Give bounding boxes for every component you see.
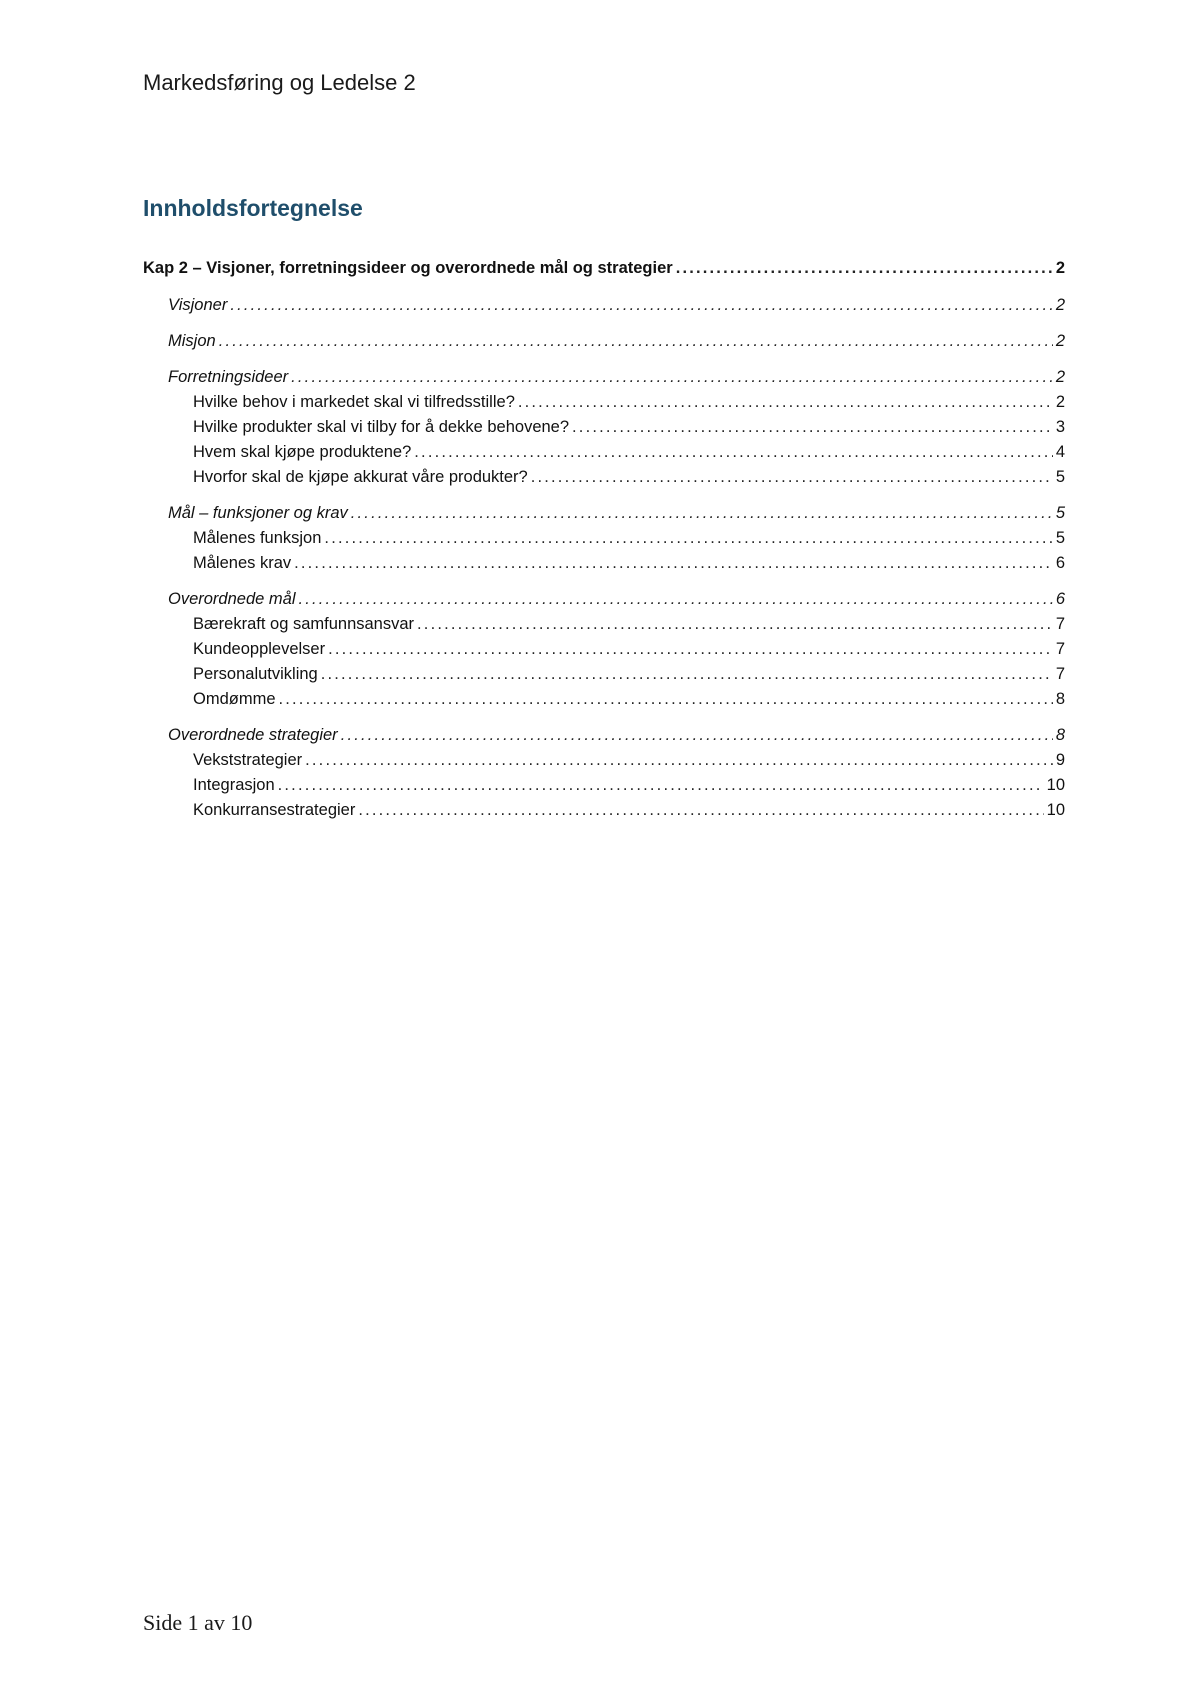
- toc-dot-leader: [676, 256, 1053, 281]
- toc-entry-label: Hvorfor skal de kjøpe akkurat våre produkter?: [193, 468, 528, 486]
- toc-entry-label: Hvilke produkter skal vi tilby for å dekke behovene?: [193, 418, 570, 436]
- toc-entry-page: 3: [1055, 418, 1065, 436]
- toc-entry-vekststrategier[interactable]: [143, 748, 1065, 773]
- toc-entry-produkter[interactable]: [143, 415, 1065, 440]
- toc-entry-label: Hvem skal kjøpe produktene?: [193, 443, 412, 461]
- toc-entry-label: Mål – funksjoner og krav: [168, 504, 348, 522]
- toc-entry-konkurransestrategier[interactable]: [143, 798, 1065, 823]
- toc-entry-page: 10: [1046, 801, 1065, 819]
- toc-entry-page: 9: [1055, 751, 1065, 769]
- toc-dot-leader: [298, 587, 1052, 612]
- toc-dot-leader: [531, 465, 1053, 490]
- toc-dot-leader: [278, 773, 1044, 798]
- toc-entry-page: 4: [1055, 443, 1065, 461]
- toc-entry-label: Integrasjon: [193, 776, 275, 794]
- toc-entry-page: 10: [1046, 776, 1065, 794]
- toc-entry-label: Overordnede strategier: [168, 726, 338, 744]
- toc-entry-malenes-krav[interactable]: [143, 551, 1065, 576]
- toc-entry-visjoner[interactable]: [143, 293, 1065, 318]
- toc-entry-page: 7: [1055, 640, 1065, 658]
- toc-dot-leader: [324, 526, 1052, 551]
- toc-dot-leader: [328, 637, 1053, 662]
- toc-entry-page: 2: [1055, 296, 1065, 314]
- toc-entry-page: 5: [1055, 504, 1065, 522]
- toc-entry-label: Hvilke behov i markedet skal vi tilfredsstille?: [193, 393, 515, 411]
- toc-entry-label: Målenes krav: [193, 554, 292, 572]
- toc-dot-leader: [305, 748, 1053, 773]
- toc-entry-integrasjon[interactable]: [143, 773, 1065, 798]
- toc-entry-page: 6: [1055, 554, 1065, 572]
- toc-entry-label: Målenes funksjon: [193, 529, 322, 547]
- toc-dot-leader: [417, 612, 1053, 637]
- toc-entry-label: Overordnede mål: [168, 590, 296, 608]
- toc-dot-leader: [291, 365, 1053, 390]
- toc-entry-label: Personalutvikling: [193, 665, 318, 683]
- table-of-contents: [143, 256, 1065, 823]
- toc-entry-label: Kap 2 – Visjoner, forretningsideer og overordnede mål og strategier: [143, 259, 673, 277]
- toc-dot-leader: [341, 723, 1053, 748]
- toc-dot-leader: [279, 687, 1053, 712]
- toc-entry-page: 2: [1055, 368, 1065, 386]
- toc-entry-page: 2: [1055, 259, 1065, 277]
- toc-entry-page: 7: [1055, 615, 1065, 633]
- toc-entry-label: Misjon: [168, 332, 216, 350]
- toc-entry-page: 6: [1055, 590, 1065, 608]
- toc-dot-leader: [518, 390, 1053, 415]
- toc-entry-misjon[interactable]: [143, 329, 1065, 354]
- toc-entry-overordnede-strategier[interactable]: [143, 723, 1065, 748]
- toc-entry-baerekraft[interactable]: [143, 612, 1065, 637]
- toc-dot-leader: [414, 440, 1053, 465]
- toc-entry-behov[interactable]: [143, 390, 1065, 415]
- toc-entry-page: 5: [1055, 468, 1065, 486]
- toc-entry-omdomme[interactable]: [143, 687, 1065, 712]
- toc-entry-page: 8: [1055, 690, 1065, 708]
- toc-entry-malenes-funksjon[interactable]: [143, 526, 1065, 551]
- page-header-title: Markedsføring og Ledelse 2: [143, 70, 416, 95]
- page-footer-indicator: Side 1 av 10: [143, 1610, 253, 1635]
- toc-dot-leader: [294, 551, 1053, 576]
- toc-dot-leader: [230, 293, 1052, 318]
- toc-entry-forretningsideer[interactable]: [143, 365, 1065, 390]
- toc-entry-chapter-2[interactable]: [143, 256, 1065, 281]
- toc-entry-page: 5: [1055, 529, 1065, 547]
- toc-entry-mal-funksjoner-krav[interactable]: [143, 501, 1065, 526]
- toc-entry-page: 7: [1055, 665, 1065, 683]
- toc-entry-kundeopplevelser[interactable]: [143, 637, 1065, 662]
- toc-entry-label: Kundeopplevelser: [193, 640, 326, 658]
- toc-entry-label: Visjoner: [168, 296, 228, 314]
- toc-dot-leader: [572, 415, 1053, 440]
- toc-entry-page: 2: [1055, 332, 1065, 350]
- toc-entry-hvorfor-kjope[interactable]: [143, 465, 1065, 490]
- toc-entry-label: Vekststrategier: [193, 751, 303, 769]
- toc-dot-leader: [219, 329, 1053, 354]
- toc-entry-personalutvikling[interactable]: [143, 662, 1065, 687]
- toc-dot-leader: [351, 501, 1053, 526]
- toc-entry-label: Konkurransestrategier: [193, 801, 356, 819]
- toc-dot-leader: [358, 798, 1043, 823]
- toc-entry-page: 8: [1055, 726, 1065, 744]
- toc-entry-label: Forretningsideer: [168, 368, 289, 386]
- toc-entry-overordnede-mal[interactable]: [143, 587, 1065, 612]
- toc-heading: Innholdsfortegnelse: [143, 195, 363, 221]
- toc-entry-page: 2: [1055, 393, 1065, 411]
- toc-entry-hvem-kjope[interactable]: [143, 440, 1065, 465]
- toc-entry-label: Omdømme: [193, 690, 276, 708]
- toc-entry-label: Bærekraft og samfunnsansvar: [193, 615, 415, 633]
- toc-dot-leader: [321, 662, 1053, 687]
